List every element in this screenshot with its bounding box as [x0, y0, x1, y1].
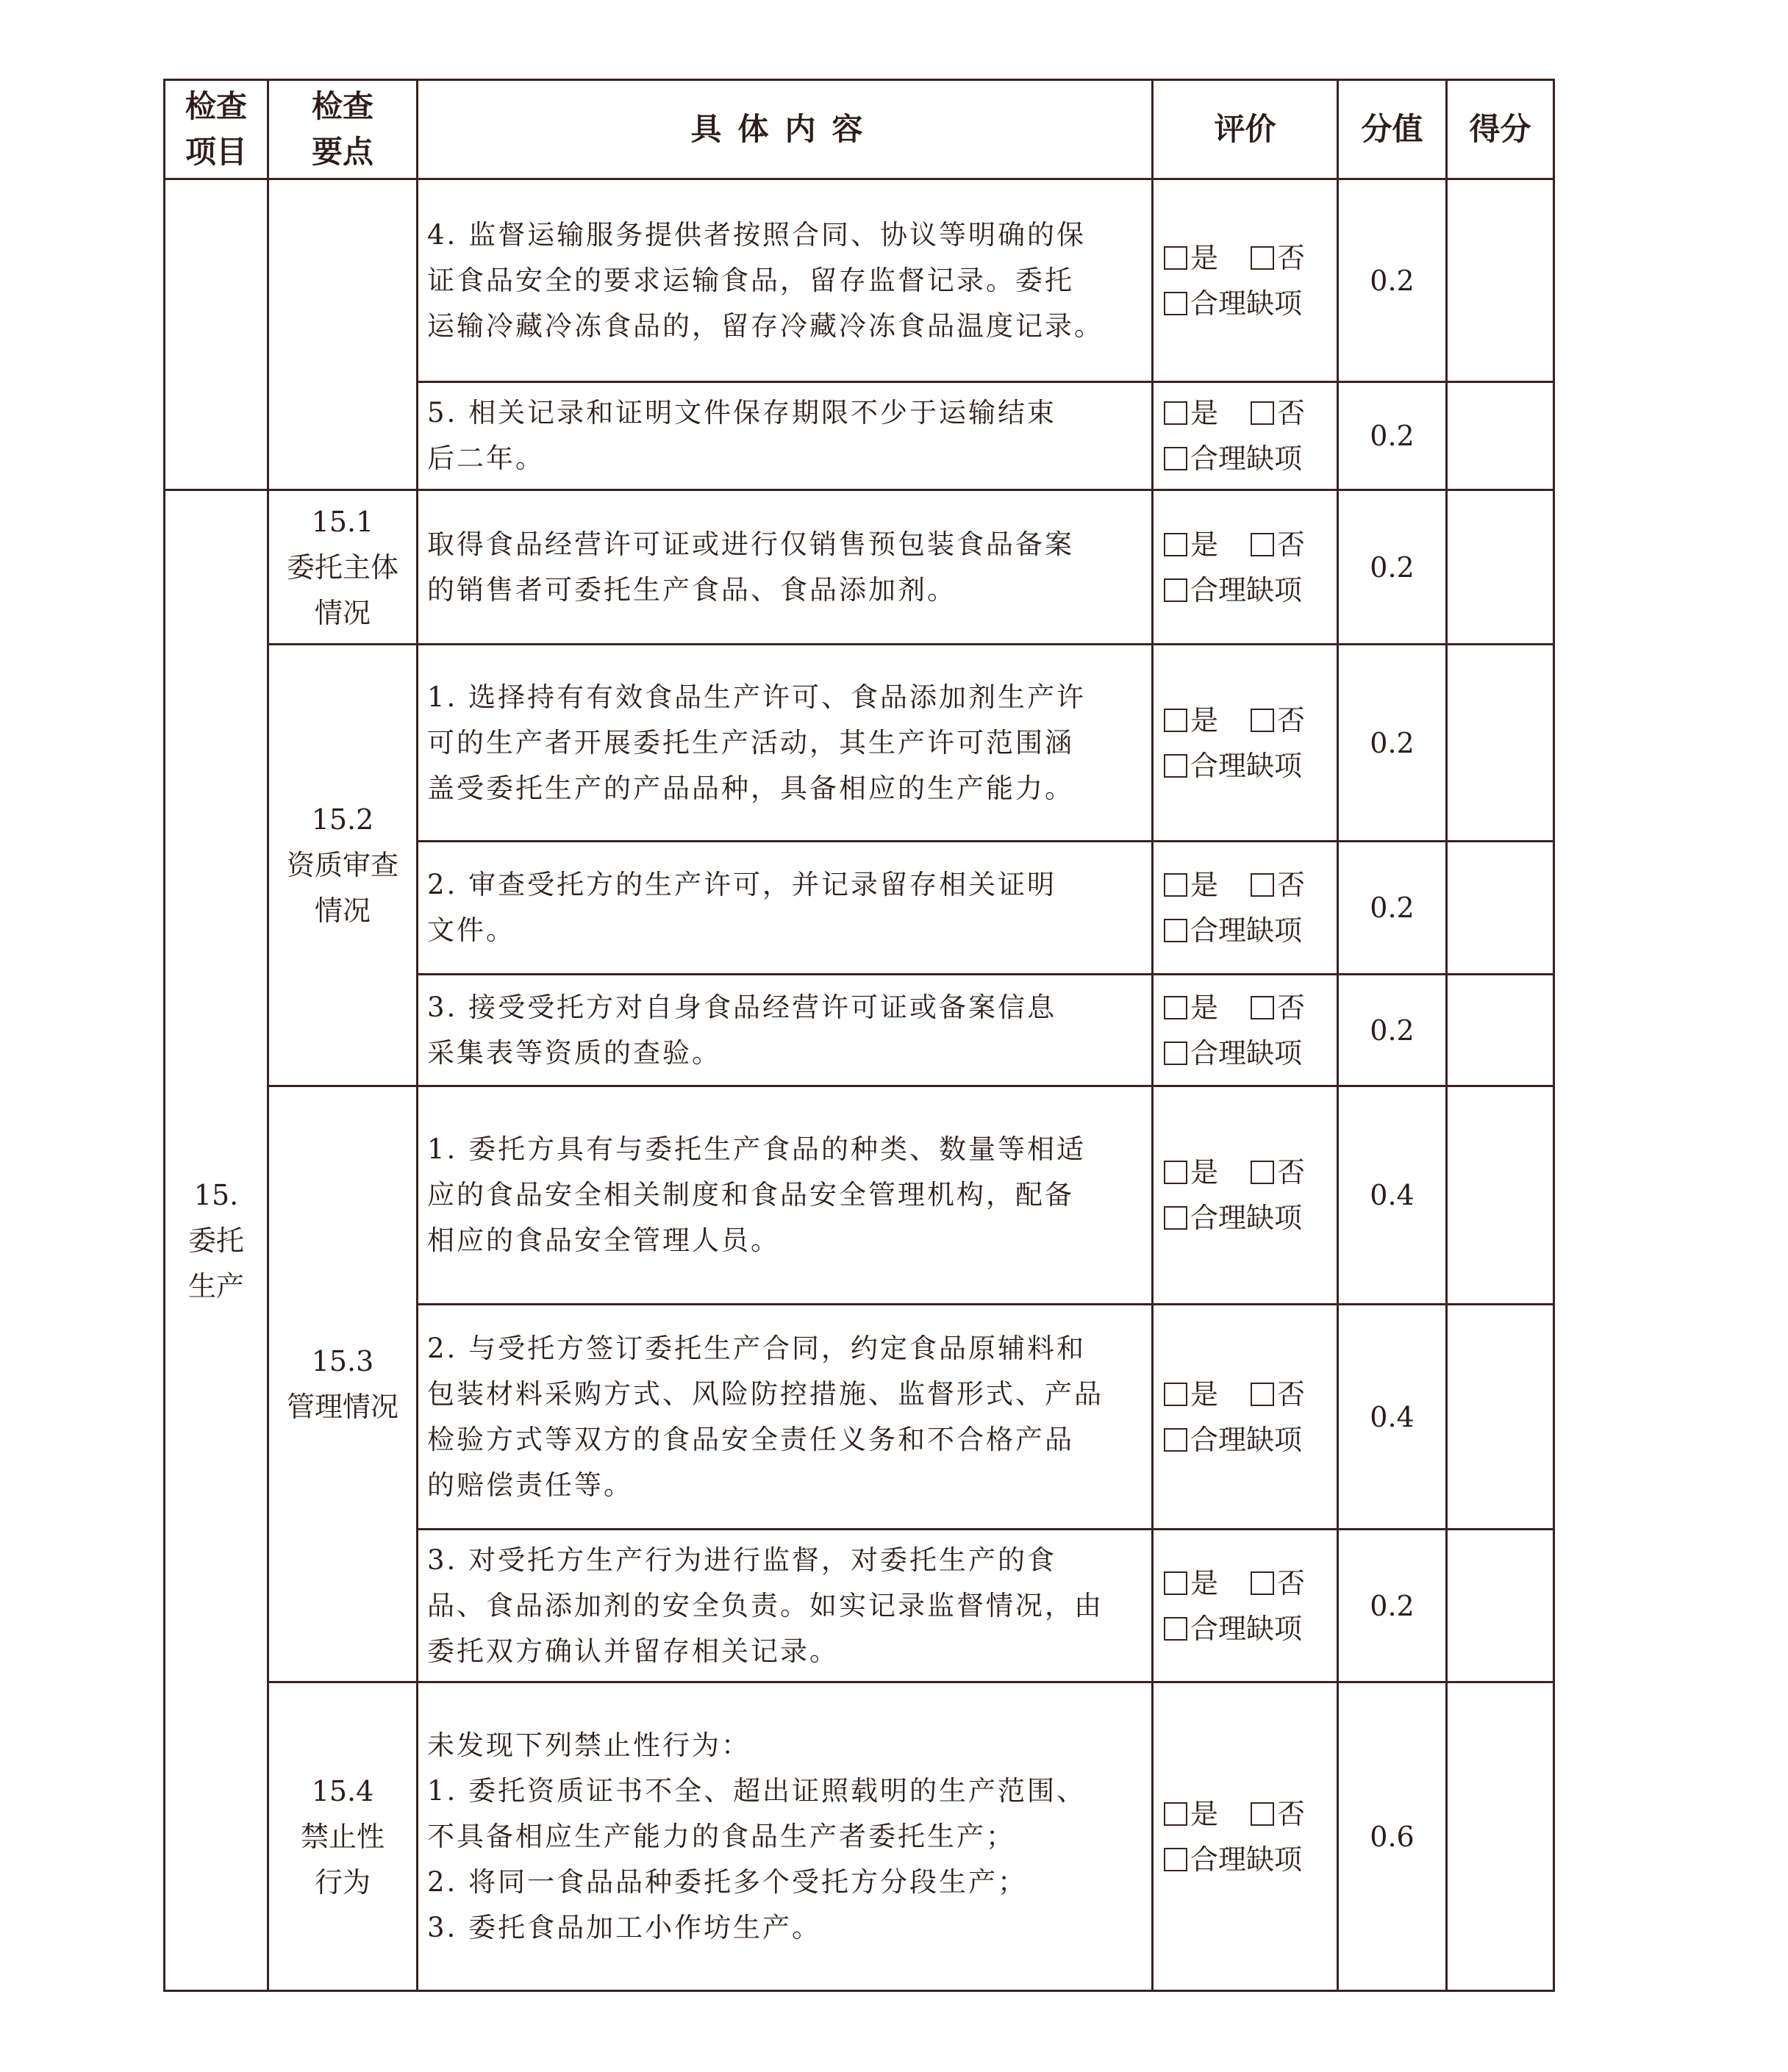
content-line: 不具备相应生产能力的食品生产者委托生产；: [427, 1820, 1015, 1852]
header-got: 得分: [1447, 80, 1554, 179]
eval-option-label: 否: [1277, 1566, 1306, 1599]
checkbox-icon[interactable]: [1164, 447, 1187, 470]
checkbox-icon[interactable]: [1251, 873, 1274, 897]
checkbox-icon[interactable]: [1251, 1802, 1274, 1826]
checkbox-icon[interactable]: [1251, 709, 1274, 732]
eval-option-label: 是: [1190, 703, 1219, 736]
eval-option-no[interactable]: [1251, 1378, 1305, 1410]
eval-option-label: 是: [1190, 1566, 1219, 1599]
eval-option-na[interactable]: [1164, 574, 1302, 606]
score-cell: 0.2: [1338, 179, 1447, 382]
eval-option-label: 合理缺项: [1190, 287, 1303, 320]
content-cell: [418, 842, 1153, 975]
item-cell-prev: [165, 179, 268, 490]
eval-cell[interactable]: [1153, 1530, 1338, 1682]
score-cell: 0.4: [1338, 1086, 1447, 1305]
content-line: 1. 委托方具有与委托生产食品的种类、数量等相适: [427, 1133, 1087, 1165]
checkbox-icon[interactable]: [1164, 1042, 1187, 1065]
content-line: 运输冷藏冷冻食品的，留存冷藏冷冻食品温度记录。: [427, 309, 1104, 342]
content-line: 5. 相关记录和证明文件保存期限不少于运输结束: [427, 397, 1057, 429]
eval-option-yes[interactable]: [1164, 1156, 1218, 1189]
checkbox-icon[interactable]: [1164, 533, 1187, 556]
content-line: 取得食品经营许可证或进行仅销售预包装食品备案: [427, 528, 1074, 560]
content-cell: [418, 1305, 1153, 1530]
eval-option-label: 是: [1190, 869, 1219, 901]
got-cell[interactable]: [1447, 1086, 1554, 1305]
score-cell: 0.4: [1338, 1305, 1447, 1530]
content-line: 相应的食品安全管理人员。: [427, 1225, 780, 1256]
checkbox-icon[interactable]: [1251, 401, 1274, 425]
eval-option-label: 否: [1277, 1377, 1306, 1410]
eval-option-label: 是: [1190, 1797, 1219, 1830]
got-cell[interactable]: [1447, 645, 1554, 842]
table-row: [165, 1086, 1554, 1305]
content-cell: [418, 975, 1153, 1086]
got-cell[interactable]: [1447, 382, 1554, 490]
content-cell: [418, 1086, 1153, 1305]
header-item: 检查 项目: [165, 80, 268, 179]
content-line: 1. 选择持有有效食品生产许可、食品添加剂生产许: [427, 681, 1087, 713]
eval-option-label: 是: [1190, 1377, 1219, 1410]
eval-cell[interactable]: [1153, 490, 1338, 645]
checkbox-icon[interactable]: [1164, 873, 1187, 897]
table-row: [165, 490, 1554, 645]
score-cell: 0.2: [1338, 975, 1447, 1086]
eval-cell[interactable]: [1153, 1305, 1338, 1530]
eval-option-yes[interactable]: [1164, 397, 1218, 429]
got-cell[interactable]: [1447, 490, 1554, 645]
eval-option-label: 否: [1277, 397, 1306, 429]
eval-option-yes[interactable]: [1164, 1798, 1218, 1830]
score-cell: 0.2: [1338, 1530, 1447, 1682]
eval-option-yes[interactable]: [1164, 992, 1218, 1024]
eval-option-label: 否: [1277, 703, 1306, 736]
inspection-table: [163, 79, 1555, 1992]
content-line: 1. 委托资质证书不全、超出证照载明的生产范围、: [427, 1774, 1087, 1807]
eval-option-no[interactable]: [1251, 1156, 1305, 1189]
content-cell: [418, 490, 1153, 645]
eval-option-no[interactable]: [1251, 528, 1305, 561]
eval-option-label: 否: [1277, 1156, 1306, 1189]
checkbox-icon[interactable]: [1164, 1161, 1187, 1184]
eval-option-label: 否: [1277, 241, 1306, 274]
eval-option-no[interactable]: [1251, 1798, 1305, 1830]
eval-option-label: 否: [1277, 528, 1306, 561]
checkbox-icon[interactable]: [1164, 246, 1187, 270]
eval-option-no[interactable]: [1251, 869, 1305, 901]
got-cell[interactable]: [1447, 1530, 1554, 1682]
eval-option-na[interactable]: [1164, 750, 1302, 782]
eval-cell[interactable]: [1153, 975, 1338, 1086]
content-line: 3. 委托食品加工小作坊生产。: [427, 1911, 822, 1943]
got-cell[interactable]: [1447, 179, 1554, 382]
eval-option-yes[interactable]: [1164, 1567, 1218, 1599]
checkbox-icon[interactable]: [1164, 996, 1187, 1019]
content-line: 的销售者可委托生产食品、食品添加剂。: [427, 573, 956, 606]
point-15-3: 15.3 管理情况: [268, 1086, 418, 1682]
table-row: [165, 1682, 1554, 1991]
eval-option-no[interactable]: [1251, 992, 1305, 1024]
score-cell: 0.6: [1338, 1682, 1447, 1991]
eval-option-label: 合理缺项: [1190, 1423, 1303, 1456]
eval-option-na[interactable]: [1164, 287, 1302, 320]
checkbox-icon[interactable]: [1164, 1428, 1187, 1452]
checkbox-icon[interactable]: [1251, 533, 1274, 556]
content-line: 2. 与受托方签订委托生产合同，约定食品原辅料和: [427, 1332, 1087, 1364]
header-content: 具体内容: [418, 80, 1153, 179]
eval-option-no[interactable]: [1251, 397, 1305, 429]
eval-option-label: 否: [1277, 991, 1306, 1024]
checkbox-icon[interactable]: [1251, 1161, 1274, 1184]
checkbox-icon[interactable]: [1251, 1571, 1274, 1595]
content-line: 3. 接受受托方对自身食品经营许可证或备案信息: [427, 991, 1057, 1023]
eval-option-na[interactable]: [1164, 1202, 1302, 1234]
content-cell: [418, 382, 1153, 490]
checkbox-icon[interactable]: [1164, 754, 1187, 778]
checkbox-icon[interactable]: [1164, 292, 1187, 315]
checkbox-icon[interactable]: [1251, 996, 1274, 1019]
eval-option-na[interactable]: [1164, 442, 1302, 475]
content-cell: [418, 645, 1153, 842]
content-line: 可的生产者开展委托生产活动，其生产许可范围涵: [427, 726, 1074, 759]
eval-cell[interactable]: [1153, 179, 1338, 382]
checkbox-icon[interactable]: [1251, 1383, 1274, 1406]
eval-option-label: 是: [1190, 991, 1219, 1024]
checkbox-icon[interactable]: [1164, 1571, 1187, 1595]
eval-option-yes[interactable]: [1164, 869, 1218, 901]
content-line: 证食品安全的要求运输食品，留存监督记录。委托: [427, 264, 1074, 296]
eval-option-na[interactable]: [1164, 1843, 1302, 1876]
eval-cell[interactable]: [1153, 645, 1338, 842]
score-cell: 0.2: [1338, 382, 1447, 490]
point-15-4: 15.4 禁止性 行为: [268, 1682, 418, 1991]
eval-option-label: 是: [1190, 528, 1219, 561]
content-cell: [418, 179, 1153, 382]
checkbox-icon[interactable]: [1164, 1802, 1187, 1826]
eval-option-label: 合理缺项: [1190, 573, 1303, 606]
content-line: 盖受委托生产的产品品种，具备相应的生产能力。: [427, 772, 1074, 804]
eval-option-yes[interactable]: [1164, 1378, 1218, 1410]
item-15-cell: 15. 委托 生产: [165, 490, 268, 1991]
checkbox-icon[interactable]: [1164, 1848, 1187, 1871]
eval-option-no[interactable]: [1251, 704, 1305, 736]
eval-option-yes[interactable]: [1164, 528, 1218, 561]
header-score: 分值: [1338, 80, 1447, 179]
content-line: 采集表等资质的查验。: [427, 1036, 721, 1069]
content-line: 的赔偿责任等。: [427, 1469, 633, 1501]
content-line: 2. 审查受托方的生产许可，并记录留存相关证明: [427, 869, 1057, 900]
eval-option-label: 否: [1277, 1797, 1306, 1830]
content-line: 应的食品安全相关制度和食品安全管理机构，配备: [427, 1179, 1074, 1211]
eval-option-label: 是: [1190, 1156, 1219, 1189]
got-cell[interactable]: [1447, 1305, 1554, 1530]
table-row: [165, 179, 1554, 382]
table-header-row: [165, 80, 1554, 179]
content-line: 品、食品添加剂的安全负责。如实记录监督情况，由: [427, 1589, 1104, 1621]
eval-cell[interactable]: [1153, 842, 1338, 975]
point-cell-prev: [268, 179, 418, 490]
got-cell[interactable]: [1447, 975, 1554, 1086]
content-line: 检验方式等双方的食品安全责任义务和不合格产品: [427, 1423, 1074, 1455]
eval-cell[interactable]: [1153, 1086, 1338, 1305]
eval-option-label: 是: [1190, 241, 1219, 274]
eval-option-yes[interactable]: [1164, 242, 1218, 274]
eval-option-label: 合理缺项: [1190, 1036, 1303, 1069]
eval-option-no[interactable]: [1251, 242, 1305, 274]
eval-option-label: 合理缺项: [1190, 914, 1303, 947]
eval-option-label: 合理缺项: [1190, 1843, 1303, 1876]
content-cell: [418, 1682, 1153, 1991]
eval-option-label: 合理缺项: [1190, 442, 1303, 475]
eval-option-label: 是: [1190, 397, 1219, 429]
content-line: 3. 对受托方生产行为进行监督，对委托生产的食: [427, 1544, 1057, 1576]
score-cell: 0.2: [1338, 490, 1447, 645]
content-line: 包装材料采购方式、风险防控措施、监督形式、产品: [427, 1377, 1104, 1410]
checkbox-icon[interactable]: [1164, 919, 1187, 942]
checkbox-icon[interactable]: [1164, 709, 1187, 732]
content-line: 2. 将同一食品品种委托多个受托方分段生产；: [427, 1865, 1028, 1898]
content-line: 文件。: [427, 914, 515, 946]
content-cell: [418, 1530, 1153, 1682]
eval-option-na[interactable]: [1164, 1424, 1302, 1456]
checkbox-icon[interactable]: [1164, 401, 1187, 425]
score-cell: 0.2: [1338, 842, 1447, 975]
eval-option-na[interactable]: [1164, 1037, 1302, 1069]
table-row: [165, 645, 1554, 842]
content-line: 后二年。: [427, 442, 545, 474]
got-cell[interactable]: [1447, 842, 1554, 975]
eval-option-na[interactable]: [1164, 1613, 1302, 1645]
header-point: 检查 要点: [268, 80, 418, 179]
eval-option-yes[interactable]: [1164, 704, 1218, 736]
score-cell: 0.2: [1338, 645, 1447, 842]
eval-option-label: 否: [1277, 869, 1306, 901]
eval-option-label: 合理缺项: [1190, 1202, 1303, 1234]
checkbox-icon[interactable]: [1164, 1617, 1187, 1641]
eval-option-na[interactable]: [1164, 914, 1302, 947]
checkbox-icon[interactable]: [1164, 578, 1187, 602]
checkbox-icon[interactable]: [1164, 1383, 1187, 1406]
eval-cell[interactable]: [1153, 382, 1338, 490]
eval-option-no[interactable]: [1251, 1567, 1305, 1599]
eval-cell[interactable]: [1153, 1682, 1338, 1991]
content-line: 4. 监督运输服务提供者按照合同、协议等明确的保: [427, 218, 1087, 251]
checkbox-icon[interactable]: [1251, 246, 1274, 270]
got-cell[interactable]: [1447, 1682, 1554, 1991]
header-eval: 评价: [1153, 80, 1338, 179]
content-line: 未发现下列禁止性行为：: [427, 1729, 751, 1761]
content-line: 委托双方确认并留存相关记录。: [427, 1635, 839, 1667]
point-15-1: 15.1 委托主体 情况: [268, 490, 418, 645]
eval-option-label: 合理缺项: [1190, 749, 1303, 782]
eval-option-label: 合理缺项: [1190, 1612, 1303, 1645]
checkbox-icon[interactable]: [1164, 1206, 1187, 1230]
point-15-2: 15.2 资质审查 情况: [268, 645, 418, 1086]
